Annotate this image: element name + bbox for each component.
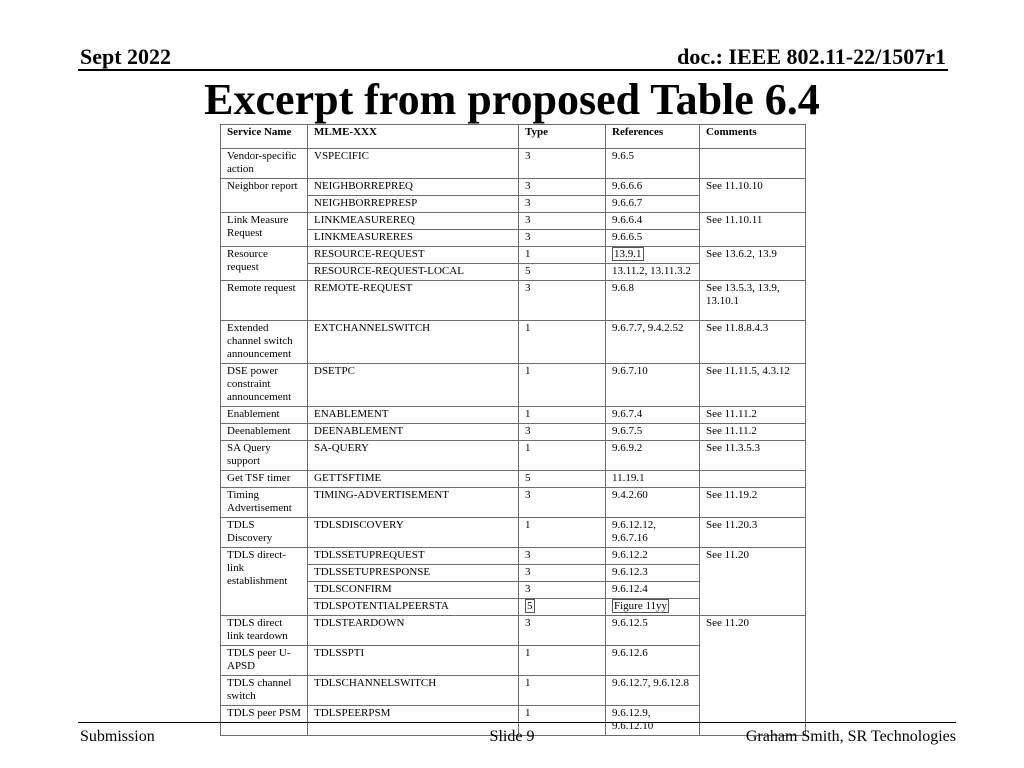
cell-mlme: TDLSDISCOVERY (308, 518, 519, 548)
cell-mlme: EXTCHANNELSWITCH (308, 321, 519, 364)
cell-type (519, 599, 606, 616)
cell-references: 9.6.9.2 (606, 441, 700, 471)
cell-mlme: NEIGHBORREPREQ (308, 179, 519, 196)
cell-mlme: TDLSSPTI (308, 646, 519, 676)
table-row (221, 488, 806, 518)
cell-comments: See 13.5.3, 13.9, 13.10.1 (700, 281, 806, 321)
cell-references: 9.6.12.5 (606, 616, 700, 646)
cell-comments: See 11.8.8.4.3 (700, 321, 806, 364)
cell-service-name: Extended channel switch announcement (221, 321, 308, 364)
cell-type: 3 (519, 548, 606, 565)
cell-service-name: Resource request (221, 247, 308, 281)
cell-comments: See 11.20 (700, 548, 806, 616)
col-header-mlme: MLME-XXX (308, 125, 519, 149)
footer-rule (78, 722, 956, 723)
cell-mlme: TIMING-ADVERTISEMENT (308, 488, 519, 518)
cell-service-name: Vendor-specific action (221, 149, 308, 179)
cell-comments: See 11.10.11 (700, 213, 806, 247)
cell-references: 9.6.12.7, 9.6.12.8 (606, 676, 700, 706)
cell-mlme: TDLSCONFIRM (308, 582, 519, 599)
cell-service-name: Deenablement (221, 424, 308, 441)
cell-references: 9.4.2.60 (606, 488, 700, 518)
cell-references: 9.6.7.5 (606, 424, 700, 441)
cell-type: 3 (519, 281, 606, 321)
cell-type: 1 (519, 364, 606, 407)
cell-type: 1 (519, 518, 606, 548)
cell-type: 1 (519, 407, 606, 424)
cell-type: 5 (519, 471, 606, 488)
cell-comments: See 11.11.5, 4.3.12 (700, 364, 806, 407)
cell-type: 3 (519, 582, 606, 599)
cell-references: 9.6.12.12, 9.6.7.16 (606, 518, 700, 548)
cell-references: 9.6.6.7 (606, 196, 700, 213)
cell-type-selection: 5 (527, 600, 533, 612)
table-row (221, 213, 806, 230)
table-row (221, 407, 806, 424)
table-row (221, 616, 806, 646)
cell-references-selection: 13.9.1 (614, 248, 642, 260)
header-date: Sept 2022 (80, 44, 172, 69)
cell-service-name: Timing Advertisement (221, 488, 308, 518)
cell-service-name: TDLS direct-link establishment (221, 548, 308, 616)
cell-type: 1 (519, 646, 606, 676)
cell-type: 3 (519, 179, 606, 196)
cell-service-name: TDLS direct link teardown (221, 616, 308, 646)
footer-submission: Submission (80, 728, 155, 745)
cell-references: 9.6.12.9, 9.6.12.10 (606, 706, 700, 736)
cell-mlme: DEENABLEMENT (308, 424, 519, 441)
cell-references (606, 599, 700, 616)
cell-type: 1 (519, 676, 606, 706)
cell-type: 3 (519, 488, 606, 518)
cell-comments: See 11.11.2 (700, 424, 806, 441)
col-header-type: Type (519, 125, 606, 149)
cell-references: 9.6.8 (606, 281, 700, 321)
col-header-comments: Comments (700, 125, 806, 149)
table-row (221, 321, 806, 364)
table-row (221, 364, 806, 407)
cell-comments: See 11.11.2 (700, 407, 806, 424)
footer-author: Graham Smith, SR Technologies (745, 728, 956, 745)
cell-comments: See 11.10.10 (700, 179, 806, 213)
cell-references: 9.6.7.10 (606, 364, 700, 407)
cell-comments: See 13.6.2, 13.9 (700, 247, 806, 281)
header-doc-id: doc.: IEEE 802.11-22/1507r1 (677, 44, 946, 69)
cell-type: 1 (519, 321, 606, 364)
cell-mlme: DSETPC (308, 364, 519, 407)
cell-comments: See 11.20.3 (700, 518, 806, 548)
cell-comments: See 11.3.5.3 (700, 441, 806, 471)
cell-comments (700, 149, 806, 179)
cell-service-name: TDLS peer PSM (221, 706, 308, 736)
cell-type: 3 (519, 213, 606, 230)
table-row (221, 424, 806, 441)
col-header-references: References (606, 125, 700, 149)
table-excerpt (220, 124, 805, 732)
cell-type: 3 (519, 424, 606, 441)
cell-references: 9.6.7.4 (606, 407, 700, 424)
cell-mlme: ENABLEMENT (308, 407, 519, 424)
cell-type: 3 (519, 565, 606, 582)
table-row (221, 247, 806, 264)
cell-service-name: TDLS peer U-APSD (221, 646, 308, 676)
cell-mlme: TDLSSETUPRESPONSE (308, 565, 519, 582)
cell-service-name: SA Query support (221, 441, 308, 471)
cell-mlme: REMOTE-REQUEST (308, 281, 519, 321)
cell-service-name: TDLS Discovery (221, 518, 308, 548)
table-row (221, 518, 806, 548)
cell-type: 1 (519, 247, 606, 264)
cell-references: 9.6.6.4 (606, 213, 700, 230)
cell-references (606, 247, 700, 264)
cell-references: 9.6.12.3 (606, 565, 700, 582)
cell-comments: See 11.19.2 (700, 488, 806, 518)
cell-references: 13.11.2, 13.11.3.2 (606, 264, 700, 281)
cell-service-name: Get TSF timer (221, 471, 308, 488)
cell-mlme: TDLSPOTENTIALPEERSTA (308, 599, 519, 616)
cell-references: 9.6.12.6 (606, 646, 700, 676)
cell-type: 1 (519, 441, 606, 471)
cell-mlme: TDLSTEARDOWN (308, 616, 519, 646)
mlme-table (220, 124, 806, 736)
cell-references: 9.6.12.4 (606, 582, 700, 599)
cell-mlme: LINKMEASURERES (308, 230, 519, 247)
table-header-row (221, 125, 806, 149)
cell-service-name: DSE power constraint announcement (221, 364, 308, 407)
cell-mlme: LINKMEASUREREQ (308, 213, 519, 230)
cell-comments (700, 471, 806, 488)
cell-references-selection: Figure 11yy (614, 600, 668, 612)
cell-mlme: TDLSSETUPREQUEST (308, 548, 519, 565)
cell-type: 3 (519, 230, 606, 247)
cell-service-name: Enablement (221, 407, 308, 424)
cell-references: 9.6.6.6 (606, 179, 700, 196)
cell-references: 9.6.12.2 (606, 548, 700, 565)
footer-slide-number: Slide 9 (489, 728, 535, 745)
cell-type: 5 (519, 264, 606, 281)
cell-service-name: Link Measure Request (221, 213, 308, 247)
table-row (221, 179, 806, 196)
cell-mlme: RESOURCE-REQUEST-LOCAL (308, 264, 519, 281)
cell-type: 3 (519, 616, 606, 646)
cell-references: 11.19.1 (606, 471, 700, 488)
header-rule (78, 69, 948, 71)
cell-mlme: SA-QUERY (308, 441, 519, 471)
cell-mlme: VSPECIFIC (308, 149, 519, 179)
table-row (221, 441, 806, 471)
cell-mlme: TDLSCHANNELSWITCH (308, 676, 519, 706)
slide-title: Excerpt from proposed Table 6.4 (204, 75, 820, 124)
cell-service-name: TDLS channel switch (221, 676, 308, 706)
cell-type: 3 (519, 149, 606, 179)
cell-references: 9.6.6.5 (606, 230, 700, 247)
cell-mlme: TDLSPEERPSM (308, 706, 519, 736)
cell-mlme: RESOURCE-REQUEST (308, 247, 519, 264)
cell-references: 9.6.5 (606, 149, 700, 179)
col-header-service-name: Service Name (221, 125, 308, 149)
cell-type: 3 (519, 196, 606, 213)
cell-comments: See 11.20 (700, 616, 806, 736)
table-row (221, 281, 806, 321)
cell-mlme: NEIGHBORREPRESP (308, 196, 519, 213)
cell-type: 1 (519, 706, 606, 736)
cell-mlme: GETTSFTIME (308, 471, 519, 488)
table-row (221, 471, 806, 488)
cell-service-name: Remote request (221, 281, 308, 321)
table-row (221, 149, 806, 179)
table-row (221, 548, 806, 565)
cell-references: 9.6.7.7, 9.4.2.52 (606, 321, 700, 364)
cell-service-name: Neighbor report (221, 179, 308, 213)
